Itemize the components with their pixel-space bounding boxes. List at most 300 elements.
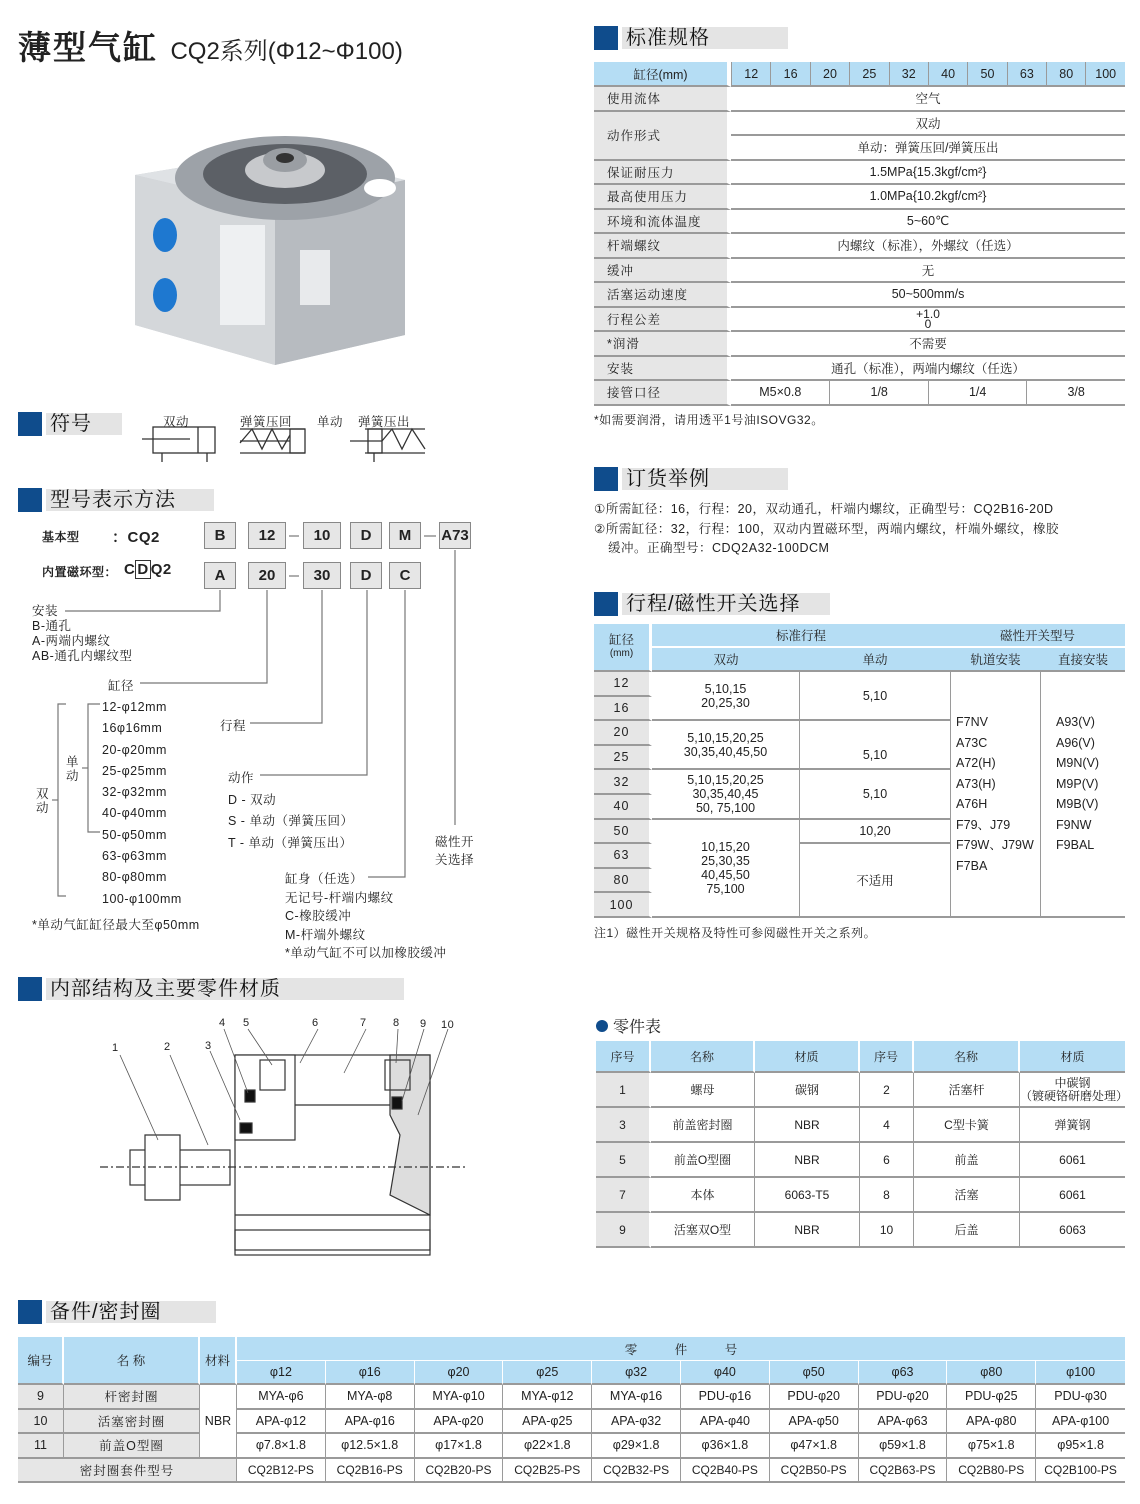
direct-mount-header: 直接安装	[1041, 648, 1125, 672]
seal-part-number: MYA-φ10	[415, 1385, 504, 1410]
spec-label: 行程公差	[594, 308, 731, 333]
switch-legend	[435, 833, 474, 869]
stroke-values: 5,10,15,20,25	[687, 730, 764, 745]
switch-model: F9NW	[1056, 817, 1092, 832]
spec-row	[594, 381, 1125, 406]
stroke-values: 5,10,15,20,25	[687, 772, 764, 787]
seal-no: 9	[18, 1385, 64, 1410]
part-name: 前盖密封圈	[651, 1108, 755, 1143]
stroke-values: 20,25,30	[701, 695, 750, 710]
bore-option: 63-φ63mm	[102, 849, 167, 864]
spec-table	[594, 62, 1125, 406]
spec-value: 1.5MPa{15.3kgf/cm²}	[731, 161, 1125, 186]
seal-part-number: MYA-φ16	[592, 1385, 681, 1410]
code-box-stroke: 30	[303, 562, 341, 589]
size-header: φ100	[1036, 1361, 1125, 1385]
spec-value	[731, 308, 1125, 333]
body-option: M-杆端外螺纹	[285, 927, 366, 942]
section-order	[594, 467, 788, 491]
tolerance-minus: 0	[924, 316, 932, 331]
seal-row	[18, 1410, 1125, 1435]
section-stroke	[594, 592, 830, 616]
stroke-title: 行程	[220, 719, 247, 733]
tolerance-plus: +1.0	[916, 306, 940, 321]
switch-model: A76H	[956, 797, 988, 811]
section-title: 标准规格	[622, 27, 788, 49]
seal-part-number: APA-φ20	[415, 1410, 504, 1435]
section-seals	[18, 1300, 216, 1324]
part-name: 前盖	[914, 1143, 1020, 1178]
bore-col: 80	[1046, 62, 1085, 87]
seal-part-number: φ7.8×1.8	[237, 1434, 326, 1459]
part-no: 8	[860, 1178, 914, 1213]
code-box-action: D	[350, 562, 382, 589]
spec-row	[594, 308, 1125, 333]
parts-header: 名称	[651, 1041, 755, 1073]
action-legend	[228, 768, 353, 854]
spec-row	[594, 259, 1125, 284]
seal-part-number: PDU-φ30	[1036, 1385, 1125, 1410]
bore-option: 100-φ100mm	[102, 891, 182, 906]
seal-part-number: MYA-φ12	[503, 1385, 592, 1410]
double-stroke-cell	[652, 820, 800, 918]
seal-part-number: APA-φ16	[326, 1410, 415, 1435]
callout-4: 4	[219, 1017, 226, 1029]
stroke-values: 5,10,15	[704, 681, 747, 696]
part-no: 5	[596, 1143, 651, 1178]
seal-part-number: MYA-φ6	[237, 1385, 326, 1410]
double-acting-header: 双动	[652, 648, 800, 672]
spec-value: 内螺纹（标准），外螺纹（任选）	[731, 234, 1125, 259]
seal-part-number: PDU-φ20	[859, 1385, 948, 1410]
port-value: 1/4	[928, 381, 1026, 406]
bore-title: 缸径	[108, 679, 135, 693]
single-stroke-cell: 5,10	[800, 770, 950, 819]
spec-label: 安装	[594, 357, 731, 382]
stroke-row	[594, 672, 1125, 697]
switch-model: F7NV	[956, 715, 988, 729]
title-main: 薄型气缸	[18, 29, 158, 66]
seal-part-number: APA-φ12	[237, 1410, 326, 1435]
stroke-note: 注1）磁性开关规格及特性可参阅磁性开关之系列。	[594, 926, 877, 940]
standard-stroke-header: 标准行程	[652, 624, 950, 648]
callout-6: 6	[312, 1017, 319, 1029]
size-header: φ25	[503, 1361, 592, 1385]
bore-cell: 20	[594, 721, 652, 746]
part-material: 碳钢	[755, 1073, 860, 1108]
bore-cell: 32	[594, 770, 652, 795]
rail-mount-header: 轨道安装	[950, 648, 1041, 672]
spec-value: 1.0MPa{10.2kgf/cm²}	[731, 185, 1125, 210]
code-box-body: C	[389, 562, 421, 589]
action-option: T - 单动（弹簧压出）	[228, 835, 353, 850]
part-name: 前盖O型圈	[651, 1143, 755, 1178]
spec-row	[594, 332, 1125, 357]
part-no: 9	[596, 1213, 651, 1248]
magnetic-type-label: 内置磁环型：	[42, 565, 118, 579]
single-stroke-cell: 5,10	[800, 672, 950, 721]
parts-row	[596, 1213, 1125, 1248]
spec-label: 活塞运动速度	[594, 283, 731, 308]
callout-8: 8	[393, 1017, 400, 1029]
code-box-bore: 12	[248, 522, 286, 549]
bore-cell: 100	[594, 893, 652, 918]
body-legend	[285, 870, 446, 963]
size-header: φ12	[237, 1361, 326, 1385]
seal-part-number: APA-φ63	[859, 1410, 948, 1435]
part-material: 6061	[1020, 1178, 1125, 1213]
action-option: S - 单动（弹簧压回）	[228, 814, 354, 828]
bore-cell: 25	[594, 746, 652, 771]
spec-note: *如需要润滑，请用透平1号油ISOVG32。	[594, 413, 824, 427]
part-no: 7	[596, 1178, 651, 1213]
pneumatic-symbols	[140, 425, 440, 470]
page-title	[18, 22, 403, 69]
switch-model: A93(V)	[1056, 715, 1095, 729]
part-no: 10	[860, 1213, 914, 1248]
size-header: φ20	[415, 1361, 504, 1385]
switch-model: F7BA	[956, 858, 988, 873]
code-box-mount: B	[204, 522, 236, 549]
part-name: C型卡簧	[914, 1108, 1020, 1143]
port-value: 1/8	[829, 381, 927, 406]
section-marker	[18, 977, 42, 1001]
symbol-double-label: 双动	[163, 415, 190, 429]
seal-name: 活塞密封圈	[64, 1410, 200, 1435]
section-title: 订货举例	[622, 468, 788, 490]
basic-type-label: 基本型	[42, 530, 80, 544]
stroke-values: 25,30,35	[701, 853, 750, 868]
code-box-body: M	[389, 522, 421, 549]
spec-row	[594, 210, 1125, 235]
product-image	[125, 100, 415, 375]
spec-value: 通孔（标准），两端内螺纹（任选）	[731, 357, 1125, 382]
size-header: φ50	[770, 1361, 859, 1385]
seal-row	[18, 1385, 1125, 1410]
code-q2: Q2	[150, 561, 172, 578]
order-example: ①所需缸径：16，行程：20，双动通孔，杆端内螺纹，正确型号：CQ2B16-20D	[594, 502, 1054, 516]
switch-model: F9BAL	[1056, 838, 1095, 852]
symbol-spring-extend-label: 弹簧压出	[358, 415, 411, 429]
order-example: ②所需缸径：32，行程：100，双动内置磁环型，两端内螺纹，杆端外螺纹，橡胶	[594, 521, 1059, 536]
stroke-values: 30,35,40,45,50	[683, 744, 768, 759]
seal-part-number: APA-φ50	[770, 1410, 859, 1435]
body-option: 无记号-杆端内螺纹	[285, 890, 394, 905]
part-material-line: （镀硬铬研磨处理）	[1020, 1088, 1129, 1103]
bore-option: 20-φ20mm	[102, 742, 167, 757]
section-title: 型号表示方法	[46, 489, 214, 511]
single-stroke-cell: 10,20	[800, 820, 950, 845]
section-title: 备件/密封圈	[46, 1301, 216, 1323]
order-examples	[594, 500, 1059, 559]
seal-kit-number: CQ2B100-PS	[1036, 1459, 1125, 1484]
internal-structure-diagram	[100, 1015, 480, 1265]
bore-col: 50	[967, 62, 1006, 87]
bore-cell: 50	[594, 820, 652, 845]
spec-row	[594, 234, 1125, 259]
part-material: NBR	[755, 1213, 860, 1248]
parts-header: 序号	[596, 1041, 651, 1073]
spec-row	[594, 87, 1125, 112]
bore-header-label: 缸径	[608, 633, 634, 647]
parts-header: 名称	[914, 1041, 1020, 1073]
rail-mount-cell	[950, 672, 1041, 918]
parts-header-row	[596, 1041, 1125, 1073]
part-name: 螺母	[651, 1073, 755, 1108]
seal-no-header: 编号	[18, 1337, 64, 1385]
bore-cell: 16	[594, 697, 652, 722]
switch-model: M9P(V)	[1056, 776, 1099, 791]
part-number-header: 零 件 号	[237, 1337, 1125, 1361]
seal-name-header: 名 称	[64, 1337, 200, 1385]
seal-kit-number: CQ2B40-PS	[681, 1459, 770, 1484]
symbol-spring-return-label: 弹簧压回	[240, 415, 293, 429]
part-material: 弹簧钢	[1020, 1108, 1125, 1143]
seal-kit-number: CQ2B16-PS	[326, 1459, 415, 1484]
parts-title: 零件表	[613, 1019, 662, 1036]
seal-part-number: APA-φ32	[592, 1410, 681, 1435]
spec-row	[594, 357, 1125, 382]
bore-cell: 40	[594, 795, 652, 820]
bore-option: 16φ16mm	[102, 721, 163, 736]
seal-no: 11	[18, 1434, 64, 1459]
seal-kit-number: CQ2B12-PS	[237, 1459, 326, 1484]
seal-kit-number: CQ2B20-PS	[415, 1459, 504, 1484]
part-no: 2	[860, 1073, 914, 1108]
spec-label: 杆端螺纹	[594, 234, 731, 259]
part-no: 3	[596, 1108, 651, 1143]
part-material: 6063-T5	[755, 1178, 860, 1213]
bore-option: 40-φ40mm	[102, 806, 167, 821]
seal-kit-number: CQ2B50-PS	[770, 1459, 859, 1484]
seal-name: 杆密封圈	[64, 1385, 200, 1410]
title-series: CQ2系列(Φ12~Φ100)	[170, 38, 403, 65]
spec-row	[594, 185, 1125, 210]
spec-row	[594, 112, 1125, 137]
callout-5: 5	[243, 1017, 250, 1029]
callout-2: 2	[164, 1041, 171, 1053]
double-stroke-cell	[652, 672, 800, 721]
body-option: C-橡胶缓冲	[285, 909, 352, 924]
seals-header-row	[18, 1337, 1125, 1361]
action-option: D - 双动	[228, 792, 277, 807]
code-box-action: D	[350, 522, 382, 549]
stroke-values: 30,35,40,45	[692, 786, 759, 801]
section-structure	[18, 977, 404, 1001]
switch-model: A73C	[956, 735, 988, 750]
code-c: C	[124, 561, 136, 578]
seal-part-number: φ17×1.8	[415, 1434, 504, 1459]
bore-col: 40	[928, 62, 967, 87]
bore-col: 20	[810, 62, 849, 87]
section-marker	[18, 1300, 42, 1324]
part-no: 1	[596, 1073, 651, 1108]
section-title: 内部结构及主要零件材质	[46, 978, 404, 1000]
switch-model: A73(H)	[956, 776, 996, 791]
single-acting-header: 单动	[800, 648, 950, 672]
part-material: 6063	[1020, 1213, 1125, 1248]
seals-table	[18, 1337, 1125, 1483]
seal-material-header: 材料	[200, 1337, 237, 1385]
seal-part-number: PDU-φ25	[947, 1385, 1036, 1410]
switch-model: A72(H)	[956, 756, 996, 770]
seal-part-number: APA-φ40	[681, 1410, 770, 1435]
stroke-table	[594, 624, 1125, 918]
parts-row	[596, 1073, 1125, 1108]
part-name: 活塞杆	[914, 1073, 1020, 1108]
bore-option: 50-φ50mm	[102, 827, 167, 842]
seal-no: 10	[18, 1410, 64, 1435]
spec-value: 单动：弹簧压回/弹簧压出	[731, 136, 1125, 161]
parts-header: 序号	[860, 1041, 914, 1073]
stroke-header-row	[594, 648, 1125, 672]
stroke-values: 75,100	[706, 881, 745, 896]
seal-part-number: PDU-φ16	[681, 1385, 770, 1410]
spec-value: 不需要	[731, 332, 1125, 357]
seal-part-number: φ22×1.8	[503, 1434, 592, 1459]
spec-value: 5~60℃	[731, 210, 1125, 235]
part-material: NBR	[755, 1108, 860, 1143]
part-material: NBR	[755, 1143, 860, 1178]
port-value: 3/8	[1026, 381, 1125, 406]
bore-col: 25	[849, 62, 888, 87]
single-stroke-cell: 不适用	[800, 844, 950, 918]
symbol-single-label: 单动	[317, 415, 344, 429]
double-acting-bracket-label: 双动	[36, 787, 50, 815]
size-header: φ80	[947, 1361, 1036, 1385]
seal-part-number: APA-φ80	[947, 1410, 1036, 1435]
bore-col: 32	[889, 62, 928, 87]
size-header: φ16	[326, 1361, 415, 1385]
spec-value: 空气	[731, 87, 1125, 112]
action-title: 动作	[228, 771, 255, 785]
stroke-header-row	[594, 624, 1125, 648]
bore-col: 100	[1085, 62, 1125, 87]
seal-kit-number: CQ2B80-PS	[947, 1459, 1036, 1484]
stroke-values: 40,45,50	[701, 867, 750, 882]
seal-kit-number: CQ2B63-PS	[859, 1459, 948, 1484]
callout-7: 7	[360, 1017, 367, 1029]
part-name: 本体	[651, 1178, 755, 1213]
spec-label: 使用流体	[594, 87, 731, 112]
bore-cell: 63	[594, 844, 652, 869]
section-marker	[18, 412, 42, 436]
mount-option: A-两端内螺纹	[32, 634, 111, 648]
part-material	[1020, 1073, 1129, 1108]
seal-kit-row	[18, 1459, 1125, 1484]
spec-row	[594, 161, 1125, 186]
size-header: φ63	[859, 1361, 948, 1385]
code-box-stroke: 10	[303, 522, 341, 549]
parts-header: 材质	[755, 1041, 860, 1073]
seal-part-number: MYA-φ8	[326, 1385, 415, 1410]
single-stroke-cell: 5,10	[800, 721, 950, 770]
body-note: *单动气缸不可以加橡胶缓冲	[285, 946, 447, 961]
bullet-icon	[596, 1020, 608, 1032]
parts-row	[596, 1178, 1125, 1213]
order-example: 缓冲。正确型号：CDQ2A32-100DCM	[608, 541, 830, 555]
part-material: 6061	[1020, 1143, 1125, 1178]
seal-kit-number: CQ2B32-PS	[592, 1459, 681, 1484]
mount-legend	[32, 604, 132, 664]
basic-type-code: ：CQ2	[112, 529, 160, 546]
mount-option: AB-通孔内螺纹型	[32, 649, 133, 663]
bore-col: 12	[731, 62, 770, 87]
spec-label: 最高使用压力	[594, 185, 731, 210]
code-box-bore: 20	[248, 562, 286, 589]
bore-cell: 12	[594, 672, 652, 697]
bore-col: 63	[1007, 62, 1046, 87]
seal-row	[18, 1434, 1125, 1459]
size-header: φ32	[592, 1361, 681, 1385]
switch-title: 关选择	[435, 853, 475, 867]
seal-part-number: φ95×1.8	[1036, 1434, 1125, 1459]
bore-option: 25-φ25mm	[102, 763, 167, 778]
spec-label: 缓冲	[594, 259, 731, 284]
parts-row	[596, 1143, 1125, 1178]
spec-value: 50~500mm/s	[731, 283, 1125, 308]
bore-header-unit: (mm)	[609, 648, 634, 659]
spec-label: 保证耐压力	[594, 161, 731, 186]
stroke-values: 10,15,20	[701, 839, 750, 854]
part-no: 6	[860, 1143, 914, 1178]
spec-header-row	[594, 62, 1125, 87]
seal-part-number: APA-φ25	[503, 1410, 592, 1435]
bore-option: 80-φ80mm	[102, 870, 167, 885]
spec-label: 动作形式	[594, 112, 731, 161]
section-marker	[594, 26, 618, 50]
spec-label: 接管口径	[594, 381, 731, 406]
seal-kit-number: CQ2B25-PS	[503, 1459, 592, 1484]
bore-header: 缸径(mm)	[594, 62, 731, 87]
bore-header	[594, 624, 652, 672]
parts-table	[596, 1041, 1129, 1248]
callout-10: 10	[441, 1019, 455, 1031]
seal-part-number: φ12.5×1.8	[326, 1434, 415, 1459]
seal-part-number: φ59×1.8	[859, 1434, 948, 1459]
switch-model: F79W、J79W	[956, 838, 1034, 852]
part-name: 活塞双O型	[651, 1213, 755, 1248]
seal-name: 前盖O型圈	[64, 1434, 200, 1459]
double-stroke-cell	[652, 721, 800, 770]
seal-part-number: φ29×1.8	[592, 1434, 681, 1459]
part-name: 活塞	[914, 1178, 1020, 1213]
single-acting-bracket-label: 单动	[66, 755, 80, 783]
section-spec	[594, 26, 788, 50]
bore-cell: 80	[594, 869, 652, 894]
spec-row	[594, 283, 1125, 308]
switch-model: M9B(V)	[1056, 797, 1099, 811]
mount-option: B-通孔	[32, 619, 72, 633]
spec-value: 无	[731, 259, 1125, 284]
parts-row	[596, 1108, 1125, 1143]
seal-part-number: APA-φ100	[1036, 1410, 1125, 1435]
double-stroke-cell	[652, 770, 800, 819]
code-d: D	[137, 561, 149, 578]
callout-3: 3	[205, 1040, 212, 1052]
parts-heading	[596, 1014, 661, 1037]
switch-title: 磁性开	[435, 835, 475, 849]
switch-model: A96(V)	[1056, 735, 1095, 750]
seal-part-number: φ47×1.8	[770, 1434, 859, 1459]
mount-title: 安装	[32, 604, 59, 618]
stroke-values: 50, 75,100	[695, 800, 756, 815]
port-value: M5×0.8	[731, 381, 829, 406]
code-box-switch: A73	[439, 522, 471, 549]
seal-material: NBR	[200, 1385, 237, 1459]
section-marker	[594, 467, 618, 491]
part-name: 后盖	[914, 1213, 1020, 1248]
